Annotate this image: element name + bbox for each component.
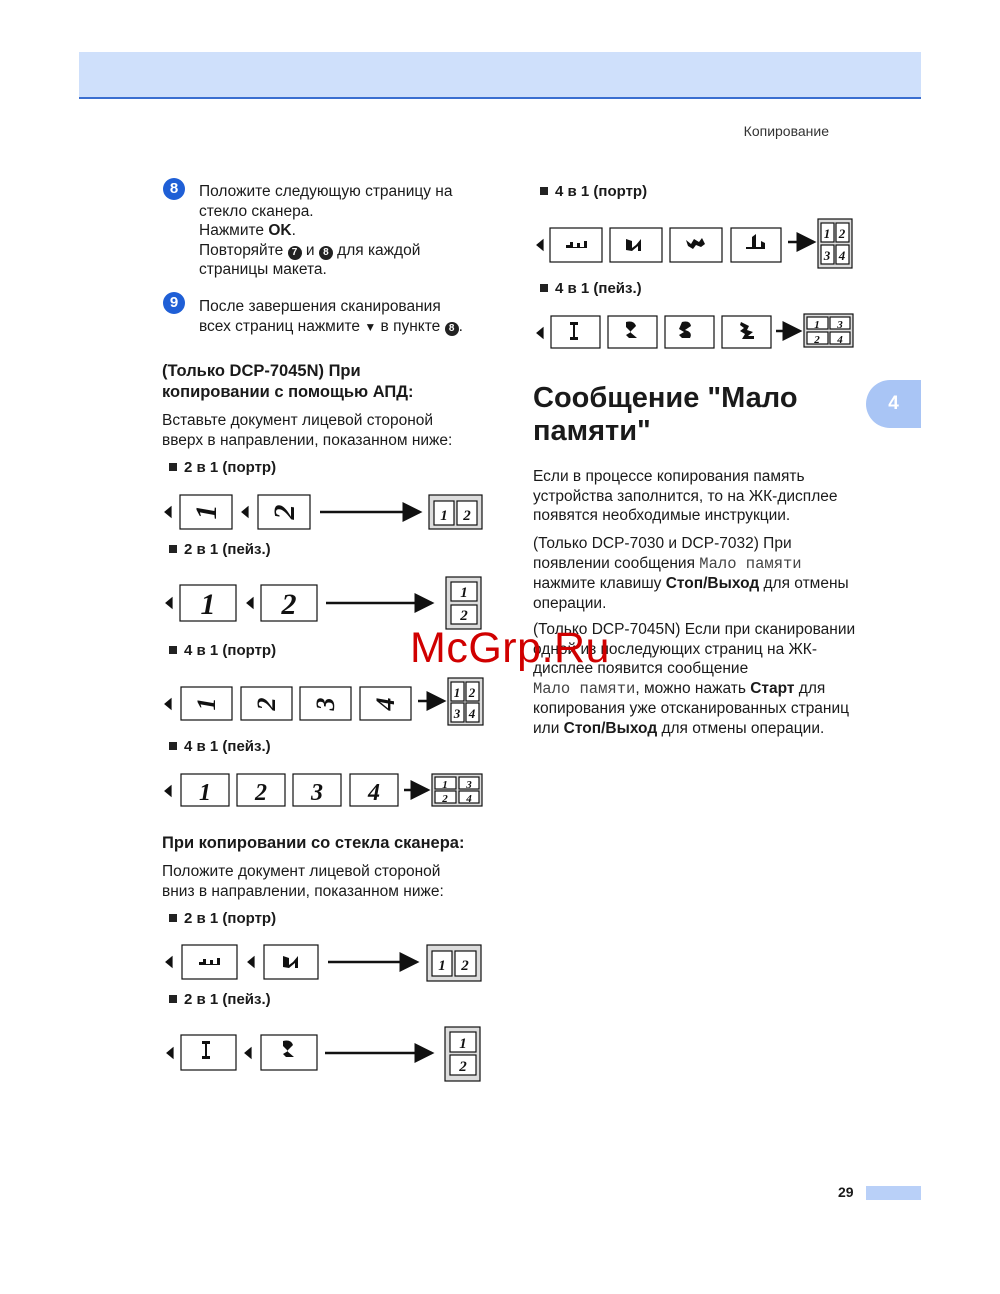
step-8-ref: 8 — [445, 322, 459, 336]
memory-para-3: (Только DCP-7045N) Если при сканировании одной из последующих страниц на ЖК- дисплее появится сообщение Мало памяти, можно нажать Старт для копирования уже отсканированных страниц или Стоп/Выход для отмены операции. — [533, 621, 856, 737]
lcd-message: Мало памяти — [699, 554, 802, 573]
adf-portrait-page-2: 2 — [268, 504, 301, 520]
result-page-4: 4 — [838, 248, 846, 263]
adf-4l-page-1: 1 — [199, 780, 211, 806]
result-page-1: 1 — [438, 958, 446, 974]
result-page-3: 3 — [466, 779, 472, 791]
result-page-3: 3 — [453, 706, 461, 721]
watermark: McGrp.Ru — [410, 624, 610, 672]
result-page-1: 1 — [459, 1036, 467, 1052]
down-arrow-icon: ▼ — [364, 319, 377, 334]
adf-4l-page-2: 2 — [255, 780, 267, 806]
step-9-text: После завершения сканирования всех страниц нажмите ▼ в пункте 8 . — [199, 298, 463, 335]
memory-para-2: (Только DCP-7030 и DCP-7032) При появлении сообщения Мало памяти нажмите клавишу Стоп/Выход для отмены операции. — [533, 535, 849, 612]
result-page-4: 4 — [837, 334, 843, 346]
adf-item-2in1-landscape: 2 в 1 (пейз.) — [169, 541, 271, 558]
result-page-2: 2 — [463, 508, 471, 524]
memory-message-heading: Сообщение "Мало памяти" — [533, 382, 798, 447]
step-8-text: Положите следующую страницу на стекло сканера. Нажмите OK. Повторяйте 7 и 8 для каждой страницы макета. — [199, 183, 453, 279]
glass-item-4in1-landscape: 4 в 1 (пейз.) — [540, 280, 642, 297]
start-key: Старт — [750, 679, 795, 697]
section-title: Копирование — [743, 123, 829, 139]
adf-4l-page-4: 4 — [368, 780, 380, 806]
adf-4p-page-4: 4 — [371, 697, 400, 711]
glass-item-4in1-portrait: 4 в 1 (портр) — [540, 183, 647, 200]
result-page-2: 2 — [468, 685, 476, 700]
adf-4p-page-3: 3 — [311, 697, 340, 711]
stop-exit-key: Стоп/Выход — [563, 719, 658, 737]
lcd-message: Мало памяти — [533, 679, 636, 698]
result-page-2: 2 — [814, 334, 820, 346]
result-page-3: 3 — [837, 319, 843, 331]
adf-item-4in1-portrait: 4 в 1 (портр) — [169, 642, 276, 659]
adf-portrait-page-1: 1 — [190, 504, 223, 520]
adf-item-4in1-landscape: 4 в 1 (пейз.) — [169, 738, 271, 755]
memory-para-1: Если в процессе копирования память устройства заполнится, то на ЖК-дисплее появятся необходимые инструкции. — [533, 468, 838, 525]
result-page-1: 1 — [823, 226, 831, 241]
step-8-ref: 8 — [319, 246, 333, 260]
adf-landscape-page-1: 1 — [200, 588, 216, 621]
result-page-2: 2 — [461, 958, 469, 974]
result-page-4: 4 — [468, 706, 476, 721]
step-7-ref: 7 — [288, 246, 302, 260]
result-page-2: 2 — [459, 1059, 467, 1075]
step-9-marker: 9 — [163, 292, 185, 314]
ok-key: OK — [268, 222, 292, 240]
result-page-2: 2 — [442, 793, 448, 805]
result-page-1: 1 — [814, 319, 820, 331]
adf-4l-page-3: 3 — [311, 780, 323, 806]
result-page-1: 1 — [453, 685, 461, 700]
result-page-2: 2 — [460, 608, 468, 624]
adf-4p-page-2: 2 — [252, 697, 281, 711]
adf-instructions: Вставьте документ лицевой стороной вверх в направлении, показанном ниже: — [162, 412, 453, 449]
adf-item-2in1-portrait: 2 в 1 (портр) — [169, 459, 276, 476]
chapter-tab: 4 — [866, 380, 921, 428]
result-page-3: 3 — [823, 248, 831, 263]
page-number-bar — [866, 1186, 921, 1200]
glass-instructions: Положите документ лицевой стороной вниз в направлении, показанном ниже: — [162, 863, 444, 900]
glass-item-2in1-landscape: 2 в 1 (пейз.) — [169, 991, 271, 1008]
glass-heading: При копировании со стекла сканера: — [162, 834, 465, 852]
glass-item-2in1-portrait: 2 в 1 (портр) — [169, 910, 276, 927]
stop-exit-key: Стоп/Выход — [665, 575, 760, 593]
result-page-1: 1 — [442, 779, 448, 791]
result-page-2: 2 — [838, 226, 846, 241]
step-8-marker: 8 — [163, 178, 185, 200]
result-page-4: 4 — [466, 793, 472, 805]
result-page-1: 1 — [460, 585, 468, 601]
adf-heading: (Только DCP-7045N) При копировании с помощью АПД: — [162, 362, 414, 401]
adf-landscape-page-2: 2 — [281, 588, 297, 621]
page-number: 29 — [838, 1184, 854, 1200]
adf-4p-page-1: 1 — [192, 697, 221, 711]
result-page-1: 1 — [440, 508, 448, 524]
